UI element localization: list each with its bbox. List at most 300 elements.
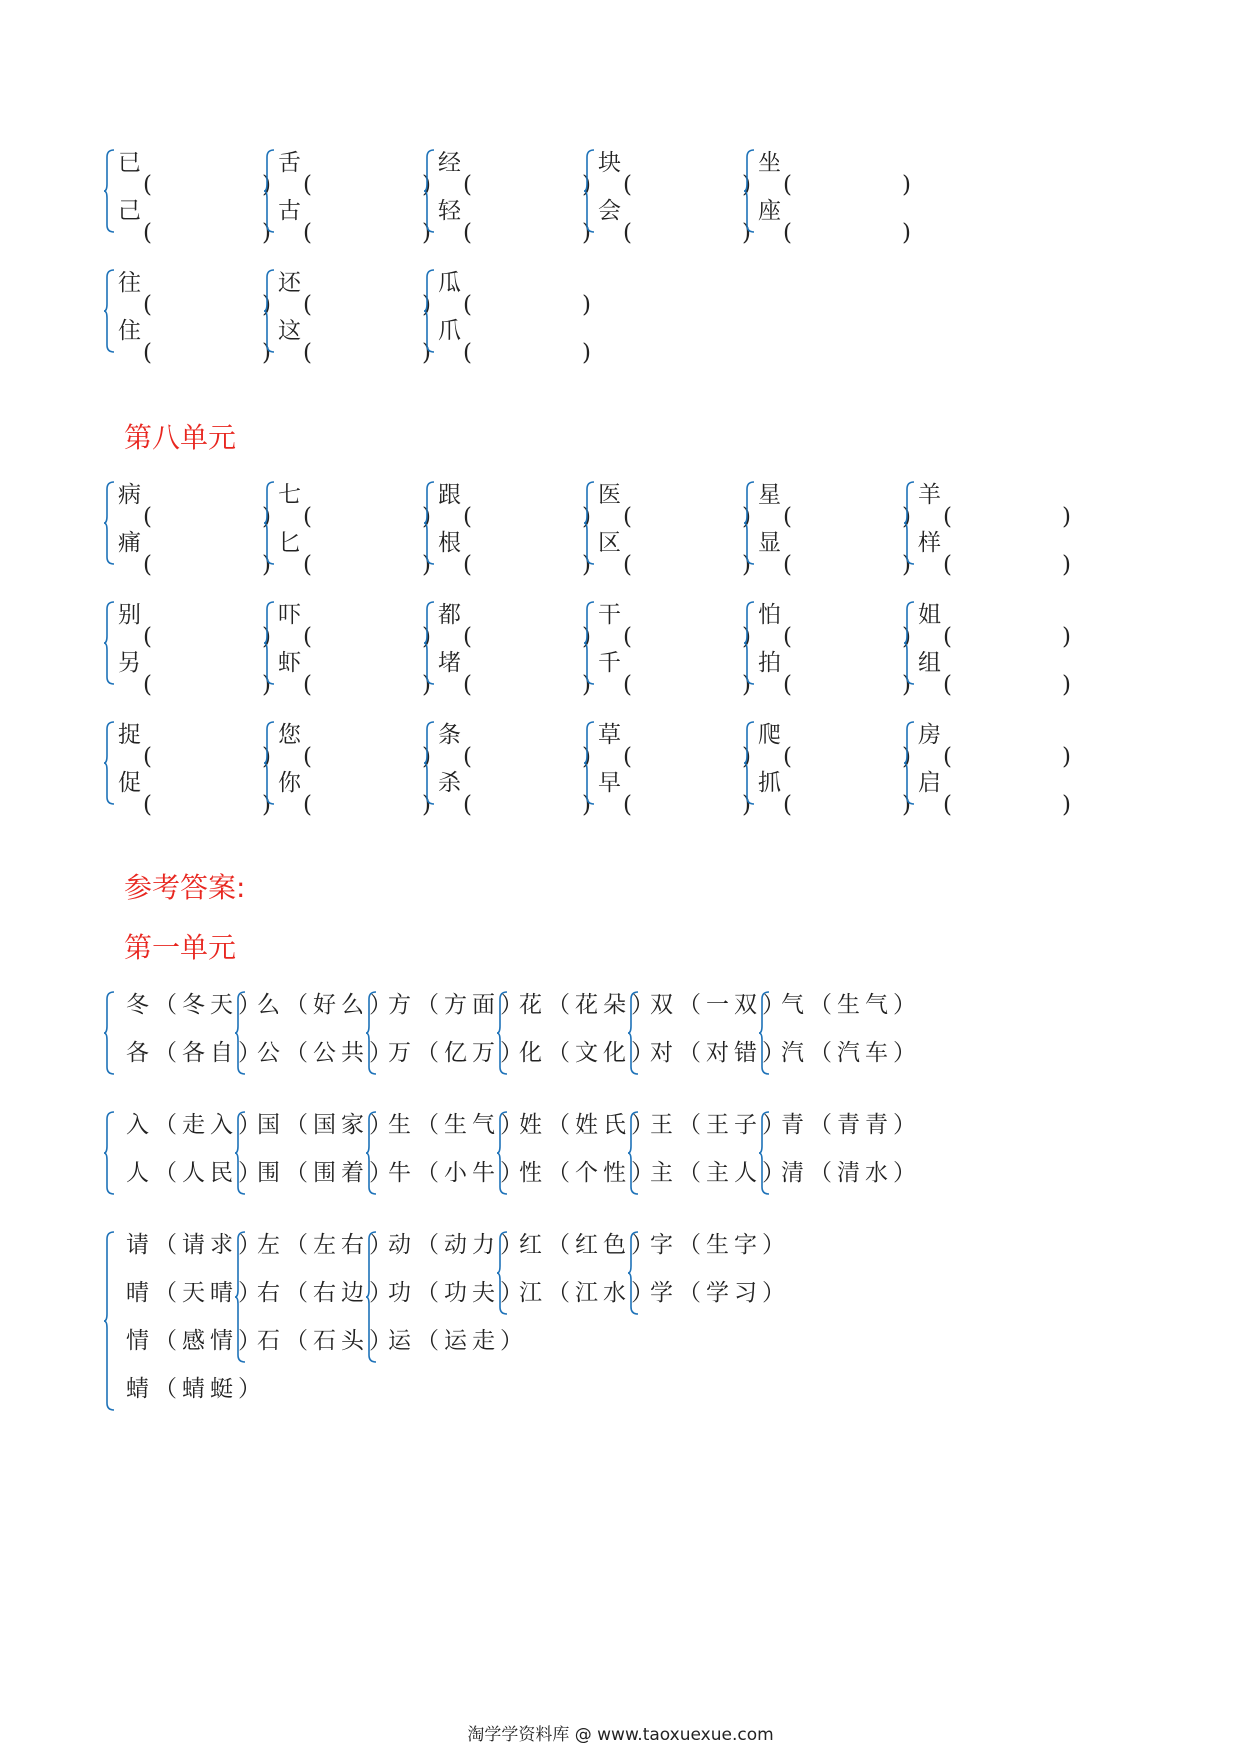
character-blank-line (278, 148, 431, 198)
close-paren: ) (742, 792, 751, 818)
character-blank-line (278, 528, 431, 578)
curly-brace-icon (104, 480, 116, 566)
curly-brace-icon (104, 148, 116, 234)
curly-brace-icon (759, 1110, 771, 1196)
character-blank-line (118, 528, 271, 578)
close-paren: ) (742, 504, 751, 530)
open-paren: ( (143, 504, 152, 530)
answer-text: 人（人民） (126, 1160, 266, 1186)
answer-line (773, 990, 921, 1020)
curly-brace-icon (744, 480, 756, 566)
close-paren: ) (582, 220, 591, 246)
open-paren: ( (623, 792, 632, 818)
brace-path (104, 150, 114, 232)
open-paren: ( (943, 792, 952, 818)
open-paren: ( (943, 624, 952, 650)
character-blank-line (278, 768, 431, 818)
close-paren: ) (262, 172, 271, 198)
answer-text: 请（请求） (126, 1232, 266, 1258)
close-paren: ) (902, 172, 911, 198)
curly-brace-icon (584, 720, 596, 806)
character: 经 (438, 150, 461, 176)
curly-brace-icon (366, 990, 378, 1076)
character: 根 (438, 530, 461, 556)
character: 瓜 (438, 270, 461, 296)
curly-brace-icon (264, 600, 276, 686)
open-paren: ( (783, 624, 792, 650)
close-paren: ) (262, 792, 271, 818)
brace-path (424, 602, 434, 684)
open-paren: ( (623, 220, 632, 246)
close-paren: ) (742, 672, 751, 698)
curly-brace-icon (628, 990, 640, 1076)
open-paren: ( (303, 504, 312, 530)
brace-path (584, 602, 594, 684)
character-blank-line (438, 316, 591, 366)
character: 跟 (438, 482, 461, 508)
close-paren: ) (1062, 552, 1071, 578)
character-blank-line (598, 720, 751, 770)
answer-line (642, 1278, 790, 1308)
character-blank-line (438, 480, 591, 530)
open-paren: ( (623, 672, 632, 698)
answer-text: 江（江水） (519, 1280, 659, 1306)
curly-brace-icon (904, 720, 916, 806)
open-paren: ( (463, 172, 472, 198)
character-blank-line (598, 528, 751, 578)
open-paren: ( (303, 552, 312, 578)
answer-text: 学（学习） (650, 1280, 790, 1306)
brace-path (104, 1232, 114, 1410)
character: 块 (598, 150, 621, 176)
answer-text: 花（花朵） (519, 992, 659, 1018)
answer-text: 双（一双） (650, 992, 790, 1018)
brace-path (497, 1112, 507, 1194)
character-blank-line (118, 316, 271, 366)
brace-path (424, 482, 434, 564)
character-blank-line (278, 600, 431, 650)
character: 样 (918, 530, 941, 556)
open-paren: ( (943, 552, 952, 578)
curly-brace-icon (104, 600, 116, 686)
character-blank-line (118, 768, 271, 818)
curly-brace-icon (628, 1110, 640, 1196)
close-paren: ) (582, 624, 591, 650)
character: 舌 (278, 150, 301, 176)
curly-brace-icon (264, 268, 276, 354)
brace-path (584, 482, 594, 564)
character-blank-line (118, 720, 271, 770)
character-blank-line (118, 480, 271, 530)
open-paren: ( (143, 340, 152, 366)
character-blank-line (758, 196, 911, 246)
character: 病 (118, 482, 141, 508)
close-paren: ) (422, 220, 431, 246)
open-paren: ( (143, 672, 152, 698)
close-paren: ) (422, 792, 431, 818)
open-paren: ( (783, 220, 792, 246)
character: 爪 (438, 318, 461, 344)
curly-brace-icon (264, 720, 276, 806)
answer-text: 汽（汽车） (781, 1040, 921, 1066)
character: 条 (438, 722, 461, 748)
footer-watermark: 淘学学资料库 @ www.taoxuexue.com (467, 1725, 774, 1745)
character: 己 (118, 198, 141, 224)
character: 怕 (758, 602, 781, 628)
curly-brace-icon (744, 148, 756, 234)
character-blank-line (278, 480, 431, 530)
curly-brace-icon (424, 720, 436, 806)
character-blank-line (918, 648, 1071, 698)
brace-path (366, 992, 376, 1074)
curly-brace-icon (104, 720, 116, 806)
character: 古 (278, 198, 301, 224)
answer-text: 国（国家） (257, 1112, 397, 1138)
open-paren: ( (143, 172, 152, 198)
open-paren: ( (143, 552, 152, 578)
curly-brace-icon (104, 1230, 116, 1412)
answer-line (380, 1326, 528, 1356)
character-blank-line (278, 196, 431, 246)
open-paren: ( (783, 172, 792, 198)
character-blank-line (918, 768, 1071, 818)
curly-brace-icon (235, 990, 247, 1076)
brace-path (264, 482, 274, 564)
close-paren: ) (902, 504, 911, 530)
character-blank-line (118, 648, 271, 698)
curly-brace-icon (497, 1230, 509, 1316)
open-paren: ( (623, 744, 632, 770)
brace-path (744, 150, 754, 232)
character-blank-line (918, 528, 1071, 578)
open-paren: ( (463, 624, 472, 650)
answer-text: 动（动力） (388, 1232, 528, 1258)
open-paren: ( (463, 220, 472, 246)
brace-path (235, 992, 245, 1074)
answer-text: 情（感情） (126, 1328, 266, 1354)
curly-brace-icon (759, 990, 771, 1076)
character: 捉 (118, 722, 141, 748)
open-paren: ( (143, 220, 152, 246)
character: 都 (438, 602, 461, 628)
close-paren: ) (742, 624, 751, 650)
answer-line (118, 1374, 266, 1404)
open-paren: ( (463, 340, 472, 366)
open-paren: ( (463, 504, 472, 530)
brace-path (497, 1232, 507, 1314)
open-paren: ( (463, 672, 472, 698)
answer-text: 各（各自） (126, 1040, 266, 1066)
close-paren: ) (742, 552, 751, 578)
brace-path (104, 482, 114, 564)
character-blank-line (438, 196, 591, 246)
close-paren: ) (742, 172, 751, 198)
character-blank-line (118, 600, 271, 650)
character-blank-line (758, 648, 911, 698)
brace-path (759, 1112, 769, 1194)
open-paren: ( (623, 624, 632, 650)
character-blank-line (438, 768, 591, 818)
brace-path (744, 722, 754, 804)
close-paren: ) (422, 552, 431, 578)
character-blank-line (598, 648, 751, 698)
open-paren: ( (143, 744, 152, 770)
close-paren: ) (1062, 792, 1071, 818)
brace-path (104, 722, 114, 804)
curly-brace-icon (497, 990, 509, 1076)
close-paren: ) (262, 292, 271, 318)
character: 轻 (438, 198, 461, 224)
character: 痛 (118, 530, 141, 556)
answer-line (773, 1038, 921, 1068)
character: 另 (118, 650, 141, 676)
curly-brace-icon (264, 148, 276, 234)
answer-text: 入（走入） (126, 1112, 266, 1138)
character-blank-line (918, 720, 1071, 770)
open-paren: ( (303, 172, 312, 198)
answer-text: 化（文化） (519, 1040, 659, 1066)
close-paren: ) (1062, 744, 1071, 770)
character: 虾 (278, 650, 301, 676)
answer-text: 运（运走） (388, 1328, 528, 1354)
close-paren: ) (902, 552, 911, 578)
close-paren: ) (902, 744, 911, 770)
open-paren: ( (783, 744, 792, 770)
character-blank-line (438, 720, 591, 770)
answer-text: 左（左右） (257, 1232, 397, 1258)
open-paren: ( (943, 504, 952, 530)
brace-path (744, 602, 754, 684)
curly-brace-icon (104, 1110, 116, 1196)
character: 座 (758, 198, 781, 224)
character: 组 (918, 650, 941, 676)
answer-text: 字（生字） (650, 1232, 790, 1258)
character: 爬 (758, 722, 781, 748)
brace-path (264, 722, 274, 804)
open-paren: ( (623, 504, 632, 530)
curly-brace-icon (584, 148, 596, 234)
character-blank-line (118, 148, 271, 198)
brace-path (584, 150, 594, 232)
brace-path (628, 1232, 638, 1314)
character: 早 (598, 770, 621, 796)
character: 往 (118, 270, 141, 296)
character-blank-line (598, 196, 751, 246)
close-paren: ) (582, 340, 591, 366)
answer-text: 气（生气） (781, 992, 921, 1018)
curly-brace-icon (104, 990, 116, 1076)
character-blank-line (438, 648, 591, 698)
character-blank-line (758, 768, 911, 818)
character-blank-line (438, 268, 591, 318)
character-blank-line (598, 480, 751, 530)
answer-text: 生（生气） (388, 1112, 528, 1138)
answer-text: 王（王子） (650, 1112, 790, 1138)
character: 坐 (758, 150, 781, 176)
open-paren: ( (943, 744, 952, 770)
curly-brace-icon (366, 1230, 378, 1364)
close-paren: ) (422, 172, 431, 198)
brace-path (104, 992, 114, 1074)
open-paren: ( (143, 292, 152, 318)
close-paren: ) (262, 744, 271, 770)
character: 星 (758, 482, 781, 508)
answer-line (773, 1158, 921, 1188)
answers-title: 参考答案: (124, 871, 246, 904)
open-paren: ( (303, 672, 312, 698)
open-paren: ( (783, 792, 792, 818)
character-blank-line (598, 148, 751, 198)
brace-path (424, 150, 434, 232)
character: 医 (598, 482, 621, 508)
character-blank-line (118, 268, 271, 318)
character: 姐 (918, 602, 941, 628)
answer-text: 姓（姓氏） (519, 1112, 659, 1138)
close-paren: ) (582, 672, 591, 698)
character-blank-line (278, 316, 431, 366)
curly-brace-icon (424, 268, 436, 354)
brace-path (264, 150, 274, 232)
brace-path (104, 270, 114, 352)
answer-text: 万（亿万） (388, 1040, 528, 1066)
character: 干 (598, 602, 621, 628)
answer-text: 么（好么） (257, 992, 397, 1018)
close-paren: ) (262, 672, 271, 698)
open-paren: ( (303, 340, 312, 366)
answers-unit1-title: 第一单元 (124, 931, 237, 964)
character: 羊 (918, 482, 941, 508)
character-blank-line (278, 648, 431, 698)
brace-path (904, 602, 914, 684)
answer-text: 牛（小牛） (388, 1160, 528, 1186)
open-paren: ( (303, 792, 312, 818)
brace-path (584, 722, 594, 804)
character-blank-line (438, 600, 591, 650)
close-paren: ) (422, 672, 431, 698)
close-paren: ) (422, 292, 431, 318)
close-paren: ) (262, 504, 271, 530)
character-blank-line (918, 600, 1071, 650)
brace-path (366, 1232, 376, 1362)
character: 显 (758, 530, 781, 556)
open-paren: ( (623, 172, 632, 198)
character: 你 (278, 770, 301, 796)
character: 吓 (278, 602, 301, 628)
close-paren: ) (582, 292, 591, 318)
curly-brace-icon (366, 1110, 378, 1196)
answer-text: 青（青青） (781, 1112, 921, 1138)
close-paren: ) (1062, 672, 1071, 698)
answer-text: 石（石头） (257, 1328, 397, 1354)
character: 区 (598, 530, 621, 556)
answer-line (773, 1110, 921, 1140)
character: 匕 (278, 530, 301, 556)
brace-path (104, 1112, 114, 1194)
brace-path (497, 992, 507, 1074)
answer-text: 红（红色） (519, 1232, 659, 1258)
open-paren: ( (783, 552, 792, 578)
open-paren: ( (463, 744, 472, 770)
character: 会 (598, 198, 621, 224)
character: 您 (278, 722, 301, 748)
brace-path (235, 1232, 245, 1362)
character-blank-line (598, 768, 751, 818)
character-blank-line (758, 148, 911, 198)
brace-path (235, 1112, 245, 1194)
answer-text: 围（围着） (257, 1160, 397, 1186)
curly-brace-icon (235, 1110, 247, 1196)
curly-brace-icon (497, 1110, 509, 1196)
close-paren: ) (582, 552, 591, 578)
unit8-title: 第八单元 (124, 421, 237, 454)
open-paren: ( (463, 292, 472, 318)
open-paren: ( (623, 552, 632, 578)
close-paren: ) (422, 504, 431, 530)
curly-brace-icon (584, 480, 596, 566)
open-paren: ( (303, 624, 312, 650)
close-paren: ) (262, 340, 271, 366)
curly-brace-icon (424, 600, 436, 686)
close-paren: ) (902, 624, 911, 650)
open-paren: ( (303, 292, 312, 318)
close-paren: ) (582, 792, 591, 818)
character: 这 (278, 318, 301, 344)
character: 启 (918, 770, 941, 796)
character: 住 (118, 318, 141, 344)
close-paren: ) (262, 552, 271, 578)
answer-line (642, 1230, 790, 1260)
curly-brace-icon (104, 268, 116, 354)
close-paren: ) (422, 624, 431, 650)
character: 杀 (438, 770, 461, 796)
open-paren: ( (783, 672, 792, 698)
open-paren: ( (463, 792, 472, 818)
close-paren: ) (902, 672, 911, 698)
open-paren: ( (303, 744, 312, 770)
curly-brace-icon (744, 720, 756, 806)
character-blank-line (758, 600, 911, 650)
character-blank-line (598, 600, 751, 650)
brace-path (904, 482, 914, 564)
curly-brace-icon (264, 480, 276, 566)
character: 抓 (758, 770, 781, 796)
answer-text: 性（个性） (519, 1160, 659, 1186)
close-paren: ) (742, 744, 751, 770)
curly-brace-icon (424, 148, 436, 234)
character-blank-line (758, 720, 911, 770)
open-paren: ( (303, 220, 312, 246)
brace-path (424, 722, 434, 804)
character-blank-line (438, 528, 591, 578)
answer-text: 右（右边） (257, 1280, 397, 1306)
character: 堵 (438, 650, 461, 676)
close-paren: ) (1062, 624, 1071, 650)
close-paren: ) (422, 744, 431, 770)
answer-text: 清（清水） (781, 1160, 921, 1186)
close-paren: ) (582, 172, 591, 198)
close-paren: ) (422, 340, 431, 366)
character-blank-line (118, 196, 271, 246)
answer-text: 功（功夫） (388, 1280, 528, 1306)
brace-path (628, 992, 638, 1074)
character: 促 (118, 770, 141, 796)
character: 千 (598, 650, 621, 676)
answer-text: 公（公共） (257, 1040, 397, 1066)
open-paren: ( (463, 552, 472, 578)
answer-text: 蜻（蜻蜓） (126, 1376, 266, 1402)
answer-text: 冬（冬天） (126, 992, 266, 1018)
brace-path (264, 270, 274, 352)
